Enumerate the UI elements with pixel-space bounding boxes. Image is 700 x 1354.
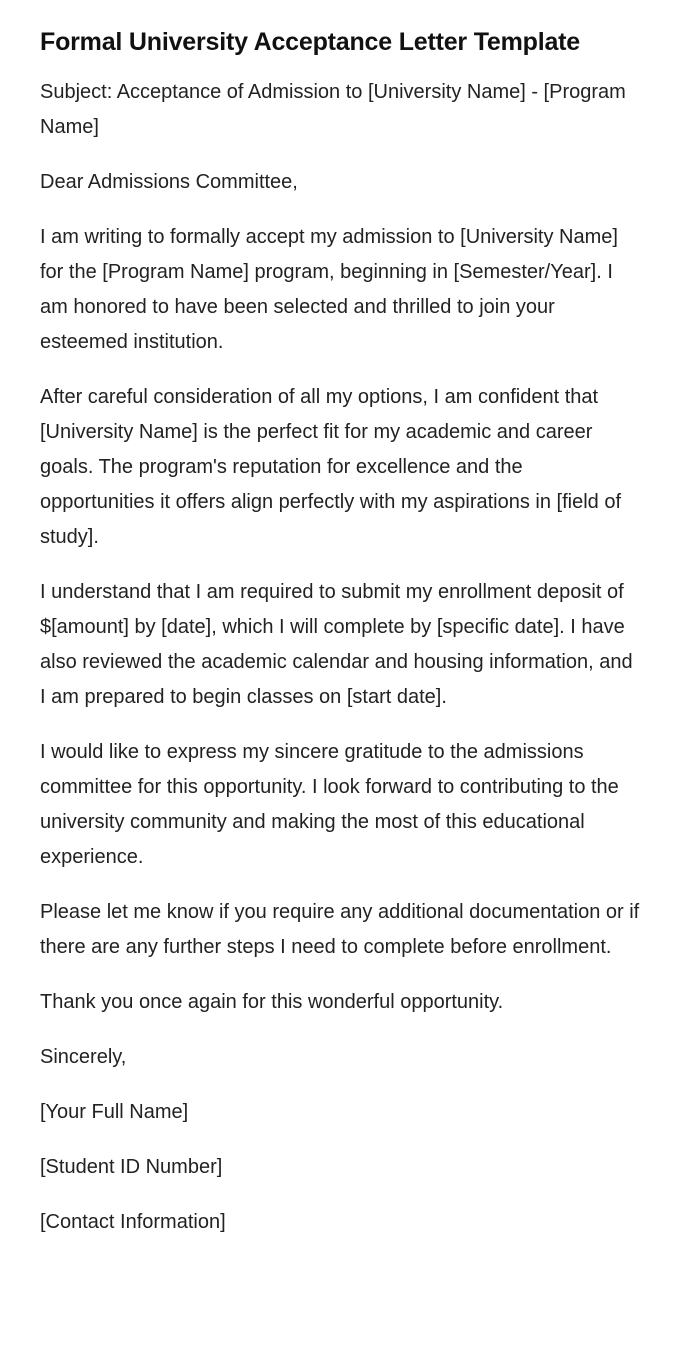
letter-paragraph-fit: After careful consideration of all my options, I am confident that [University Name] is the perfect fit for my academic and career goals. The program's reputation for excellence and the opportunities it offers align perfectly with my aspirations in [field of study]. [40, 385, 622, 548]
letter-closing: Sincerely, [40, 1045, 127, 1068]
letter-paragraph-gratitude: I would like to express my sincere gratitude to the admissions committee for this opportunity. I look forward to contributing to the university community and making the most of this educational experience. [40, 740, 619, 868]
letter-contact-info: [Contact Information] [40, 1210, 226, 1233]
letter-student-id: [Student ID Number] [40, 1155, 223, 1178]
letter-paragraph-next-steps: Please let me know if you require any additional documentation or if there are any further steps I need to complete before enrollment. [40, 900, 640, 958]
letter-paragraph-acceptance: I am writing to formally accept my admission to [University Name] for the [Program Name] program, beginning in [Semester/Year]. I am honored to have been selected and thrilled to join your esteemed institution. [40, 225, 618, 353]
letter-signature-name: [Your Full Name] [40, 1100, 189, 1123]
letter-paragraph-thanks: Thank you once again for this wonderful opportunity. [40, 990, 504, 1013]
letter-paragraph-deposit: I understand that I am required to submit my enrollment deposit of $[amount] by [date], which I will complete by [specific date]. I have also reviewed the academic calendar and housing information, and I am prepared to begin classes on [start date]. [40, 580, 633, 708]
letter-salutation: Dear Admissions Committee, [40, 170, 298, 193]
letter-subject-line: Subject: Acceptance of Admission to [University Name] - [Program Name] [40, 80, 626, 138]
page-title: Formal University Acceptance Letter Template [40, 28, 580, 56]
letter-body [40, 75, 640, 1240]
